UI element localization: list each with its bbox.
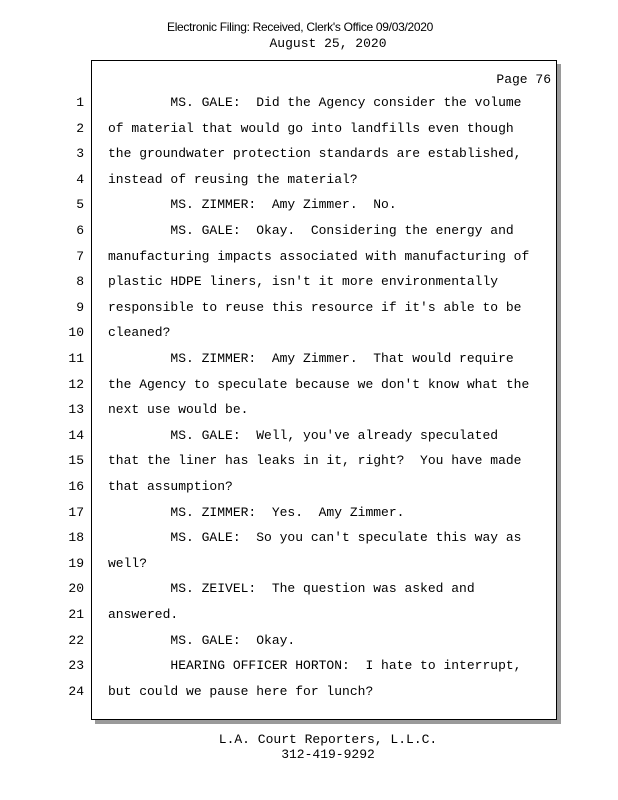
- line-number: 23: [68, 658, 84, 673]
- transcript-line: MS. ZEIVEL: The question was asked and: [108, 581, 475, 596]
- transcript-line: responsible to reuse this resource if it's able to be: [108, 300, 522, 315]
- transcript-line: well?: [108, 556, 148, 571]
- line-number: 16: [68, 479, 84, 494]
- line-number: 21: [68, 607, 84, 622]
- line-number: 22: [68, 633, 84, 648]
- transcript-line: MS. GALE: So you can't speculate this way as: [108, 530, 522, 545]
- line-number: 11: [68, 351, 84, 366]
- transcript-line: MS. ZIMMER: Amy Zimmer. That would require: [108, 351, 514, 366]
- transcript-line: of material that would go into landfills even though: [108, 121, 514, 136]
- transcript-line: instead of reusing the material?: [108, 172, 358, 187]
- line-number: 6: [76, 223, 84, 238]
- transcript-line: MS. GALE: Okay. Considering the energy and: [108, 223, 514, 238]
- transcript-line: the groundwater protection standards are established,: [108, 146, 522, 161]
- line-number: 8: [76, 274, 84, 289]
- line-number: 2: [76, 121, 84, 136]
- transcript-line: cleaned?: [108, 325, 171, 340]
- transcript-date: August 25, 2020: [269, 36, 387, 51]
- line-number: 9: [76, 300, 84, 315]
- transcript-line: answered.: [108, 607, 179, 622]
- filing-stamp: Electronic Filing: Received, Clerk's Office 09/03/2020: [166, 20, 433, 34]
- transcript-line: HEARING OFFICER HORTON: I hate to interrupt,: [108, 658, 522, 673]
- line-number: 5: [76, 197, 84, 212]
- transcript-line: plastic HDPE liners, isn't it more environmentally: [108, 274, 499, 289]
- line-number: 24: [68, 684, 84, 699]
- transcript-line: MS. GALE: Did the Agency consider the volume: [108, 95, 522, 110]
- line-number: 20: [68, 581, 84, 596]
- line-number: 10: [68, 325, 84, 340]
- line-number: 17: [68, 505, 84, 520]
- transcript-line: the Agency to speculate because we don't know what the: [108, 377, 530, 392]
- line-number: 4: [76, 172, 84, 187]
- transcript-line: MS. ZIMMER: Amy Zimmer. No.: [108, 197, 397, 212]
- line-number: 14: [68, 428, 84, 443]
- transcript-line: that the liner has leaks in it, right? You have made: [108, 453, 522, 468]
- line-number: 12: [68, 377, 84, 392]
- transcript-line: manufacturing impacts associated with manufacturing of: [108, 249, 530, 264]
- reporter-company: L.A. Court Reporters, L.L.C.: [218, 732, 438, 747]
- line-number: 3: [76, 146, 84, 161]
- transcript-line: MS. GALE: Well, you've already speculated: [108, 428, 499, 443]
- transcript-line: that assumption?: [108, 479, 233, 494]
- transcript-line: next use would be.: [108, 402, 249, 417]
- line-number: 18: [68, 530, 84, 545]
- line-number: 13: [68, 402, 84, 417]
- transcript-line: but could we pause here for lunch?: [108, 684, 374, 699]
- page-number: Page 76: [496, 72, 551, 87]
- transcript-line: MS. ZIMMER: Yes. Amy Zimmer.: [108, 505, 405, 520]
- transcript-line: MS. GALE: Okay.: [108, 633, 296, 648]
- line-number: 1: [76, 95, 84, 110]
- line-number: 15: [68, 453, 84, 468]
- line-number: 19: [68, 556, 84, 571]
- reporter-phone: 312-419-9292: [281, 747, 375, 762]
- line-number: 7: [76, 249, 84, 264]
